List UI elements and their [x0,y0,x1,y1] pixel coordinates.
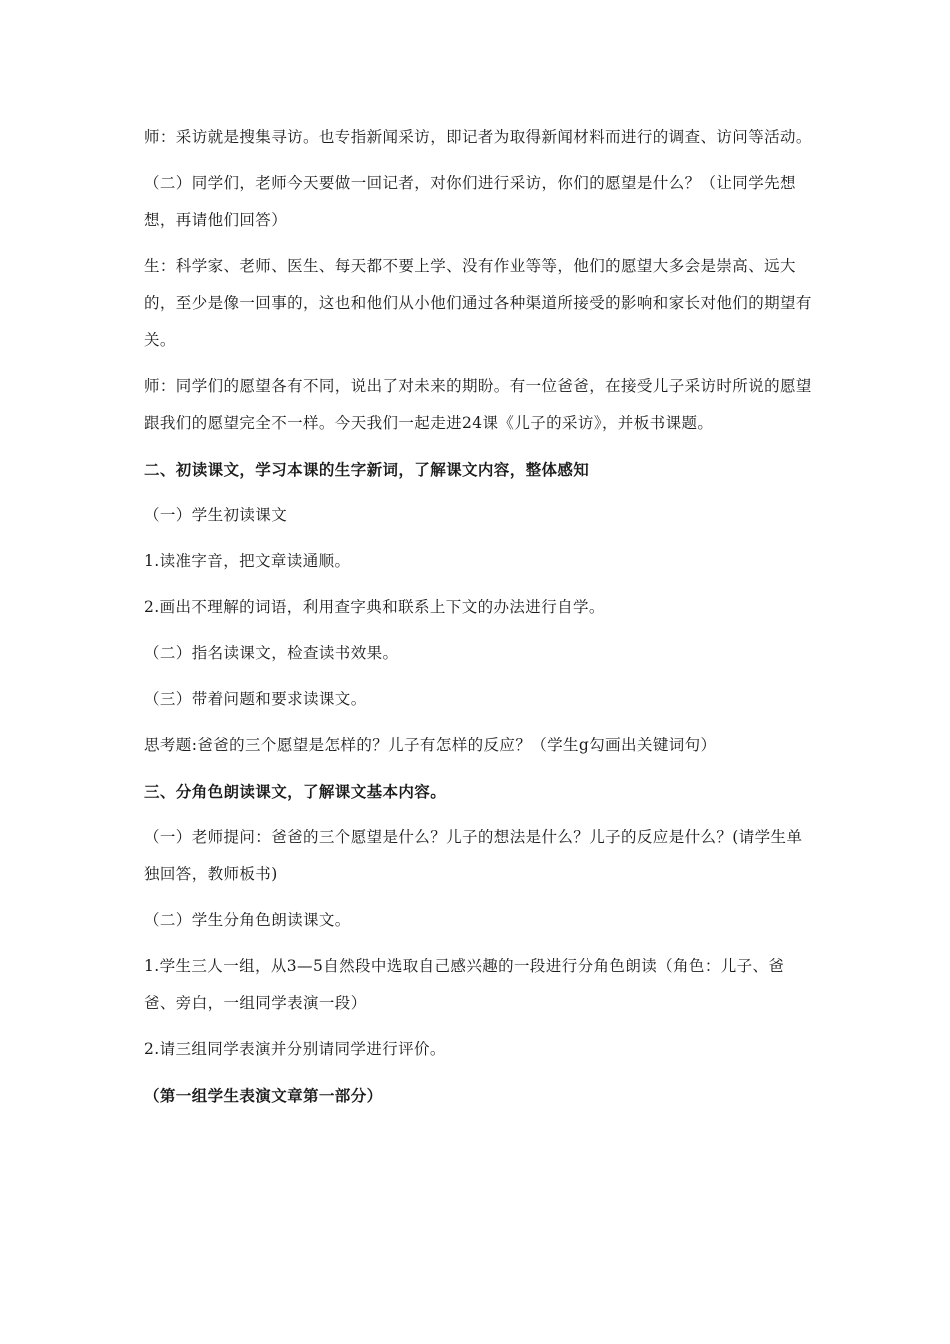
paragraph-interview-question: （二）同学们，老师今天要做一回记者，对你们进行采访，你们的愿望是什么？（让同学先想想，再请他们回答） [144,174,796,229]
paragraph-teacher-questions: （一）老师提问：爸爸的三个愿望是什么？儿子的想法是什么？儿子的反应是什么？(请学生单独回答，教师板书) [144,828,803,883]
section-heading-role-reading: 三、分角色朗读课文，了解课文基本内容。 [144,782,447,801]
paragraph-teacher-intro-lesson: 师：同学们的愿望各有不同，说出了对未来的期盼。有一位爸爸，在接受儿子采访时所说的愿望跟我们的愿望完全不一样。今天我们一起走进24课《儿子的采访》，并板书课题。 [144,377,812,432]
paragraph-first-group-performance: （第一组学生表演文章第一部分） [144,1086,383,1105]
paragraph-student-answers: 生：科学家、老师、医生、每天都不要上学、没有作业等等，他们的愿望大多会是崇高、远大的，至少是像一回事的，这也和他们从小他们通过各种渠道所接受的影响和家长对他们的期望有关。 [144,257,812,349]
list-item-vocabulary: 2.画出不理解的词语，利用查字典和联系上下文的办法进行自学。 [144,598,605,616]
list-item-pronunciation: 1.读准字音，把文章读通顺。 [144,552,351,570]
paragraph-reading-with-questions: （三）带着问题和要求读课文。 [144,690,367,708]
paragraph-named-reading: （二）指名读课文，检查读书效果。 [144,644,399,662]
paragraph-students-read: （一）学生初读课文 [144,506,288,524]
paragraph-role-reading: （二）学生分角色朗读课文。 [144,911,351,929]
list-item-performance-review: 2.请三组同学表演并分别请同学进行评价。 [144,1040,446,1058]
list-item-group-reading: 1.学生三人一组，从3—5自然段中选取自己感兴趣的一段进行分角色朗读（角色：儿子、爸爸、旁白，一组同学表演一段） [144,957,785,1012]
paragraph-intro-definition: 师：采访就是搜集寻访。也专指新闻采访，即记者为取得新闻材料而进行的调查、访问等活动。 [144,128,812,146]
document-page [144,119,812,1123]
paragraph-thinking-question: 思考题:爸爸的三个愿望是怎样的？儿子有怎样的反应？（学生g勾画出关键词句） [144,736,717,754]
section-heading-first-reading: 二、初读课文，学习本课的生字新词，了解课文内容，整体感知 [144,460,590,479]
